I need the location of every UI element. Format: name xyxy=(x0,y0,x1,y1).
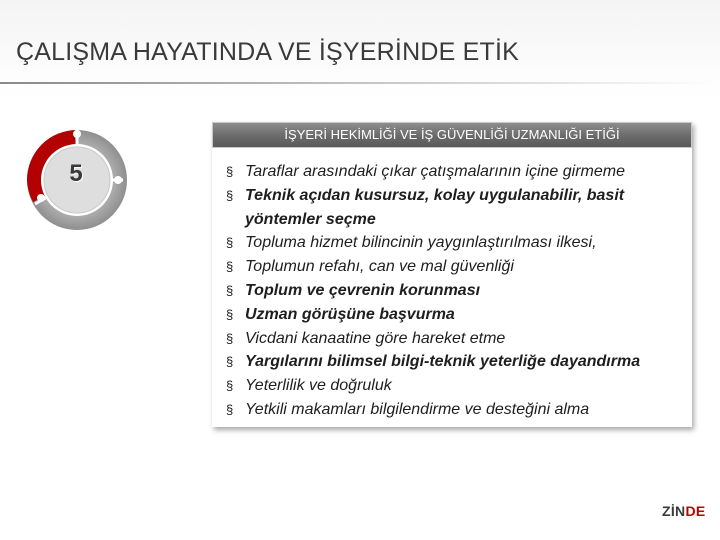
bullet-list xyxy=(226,160,688,422)
brand-logo-part2: DE xyxy=(685,503,706,519)
bullet-text: Toplum ve çevrenin korunması xyxy=(245,281,481,299)
bullet-item xyxy=(226,374,688,398)
bullet-text: Yeterlilik ve doğruluk xyxy=(245,377,392,395)
bullet-marker: § xyxy=(226,330,234,346)
bullet-text: Teknik açıdan kusursuz, kolay uygulanabilir, basit yöntemler seçme xyxy=(245,186,625,228)
page-title: ÇALIŞMA HAYATINDA VE İŞYERİNDE ETİK xyxy=(16,38,519,66)
brand-logo xyxy=(662,503,706,519)
bullet-marker: § xyxy=(226,378,234,394)
bullet-marker: § xyxy=(226,164,234,179)
bullet-marker: § xyxy=(226,354,234,370)
bullet-item xyxy=(226,231,688,255)
content-panel xyxy=(212,122,692,427)
bullet-text: Toplumun refahı, can ve mal güvenliği xyxy=(245,258,514,276)
bullet-item xyxy=(226,184,688,232)
bullet-item xyxy=(226,255,688,279)
bullet-marker: § xyxy=(226,306,234,322)
bullet-marker: § xyxy=(226,401,234,417)
title-divider xyxy=(0,82,720,84)
bullet-marker: § xyxy=(226,259,234,275)
bullet-marker: § xyxy=(226,282,234,298)
step-number: 5 xyxy=(69,160,83,187)
bullet-text: Uzman görüşüne başvurma xyxy=(245,305,455,323)
bullet-text: Yargılarını bilimsel bilgi-teknik yeterliğe dayandırma xyxy=(245,353,641,371)
bullet-text: Taraflar arasındaki çıkar çatışmalarının içine girmeme xyxy=(245,163,625,180)
bullet-item xyxy=(226,350,688,374)
bullet-item xyxy=(226,160,688,184)
bullet-item xyxy=(226,327,688,351)
bullet-text: Topluma hizmet bilincinin yaygınlaştırılması ilkesi, xyxy=(245,234,597,252)
bullet-text: Vicdani kanaatine göre hareket etme xyxy=(245,329,506,347)
bullet-text: Yetkili makamları bilgilendirme ve desteğini alma xyxy=(245,400,590,418)
panel-header: İŞYERİ HEKİMLİĞİ VE İŞ GÜVENLİĞİ UZMANLIĞI ETİĞİ xyxy=(212,122,692,148)
bullet-item xyxy=(226,398,688,422)
bullet-marker: § xyxy=(226,187,234,203)
bullet-item xyxy=(226,279,688,303)
bullet-item xyxy=(226,303,688,327)
bullet-marker: § xyxy=(226,235,234,251)
brand-logo-part1: ZİN xyxy=(662,503,686,519)
